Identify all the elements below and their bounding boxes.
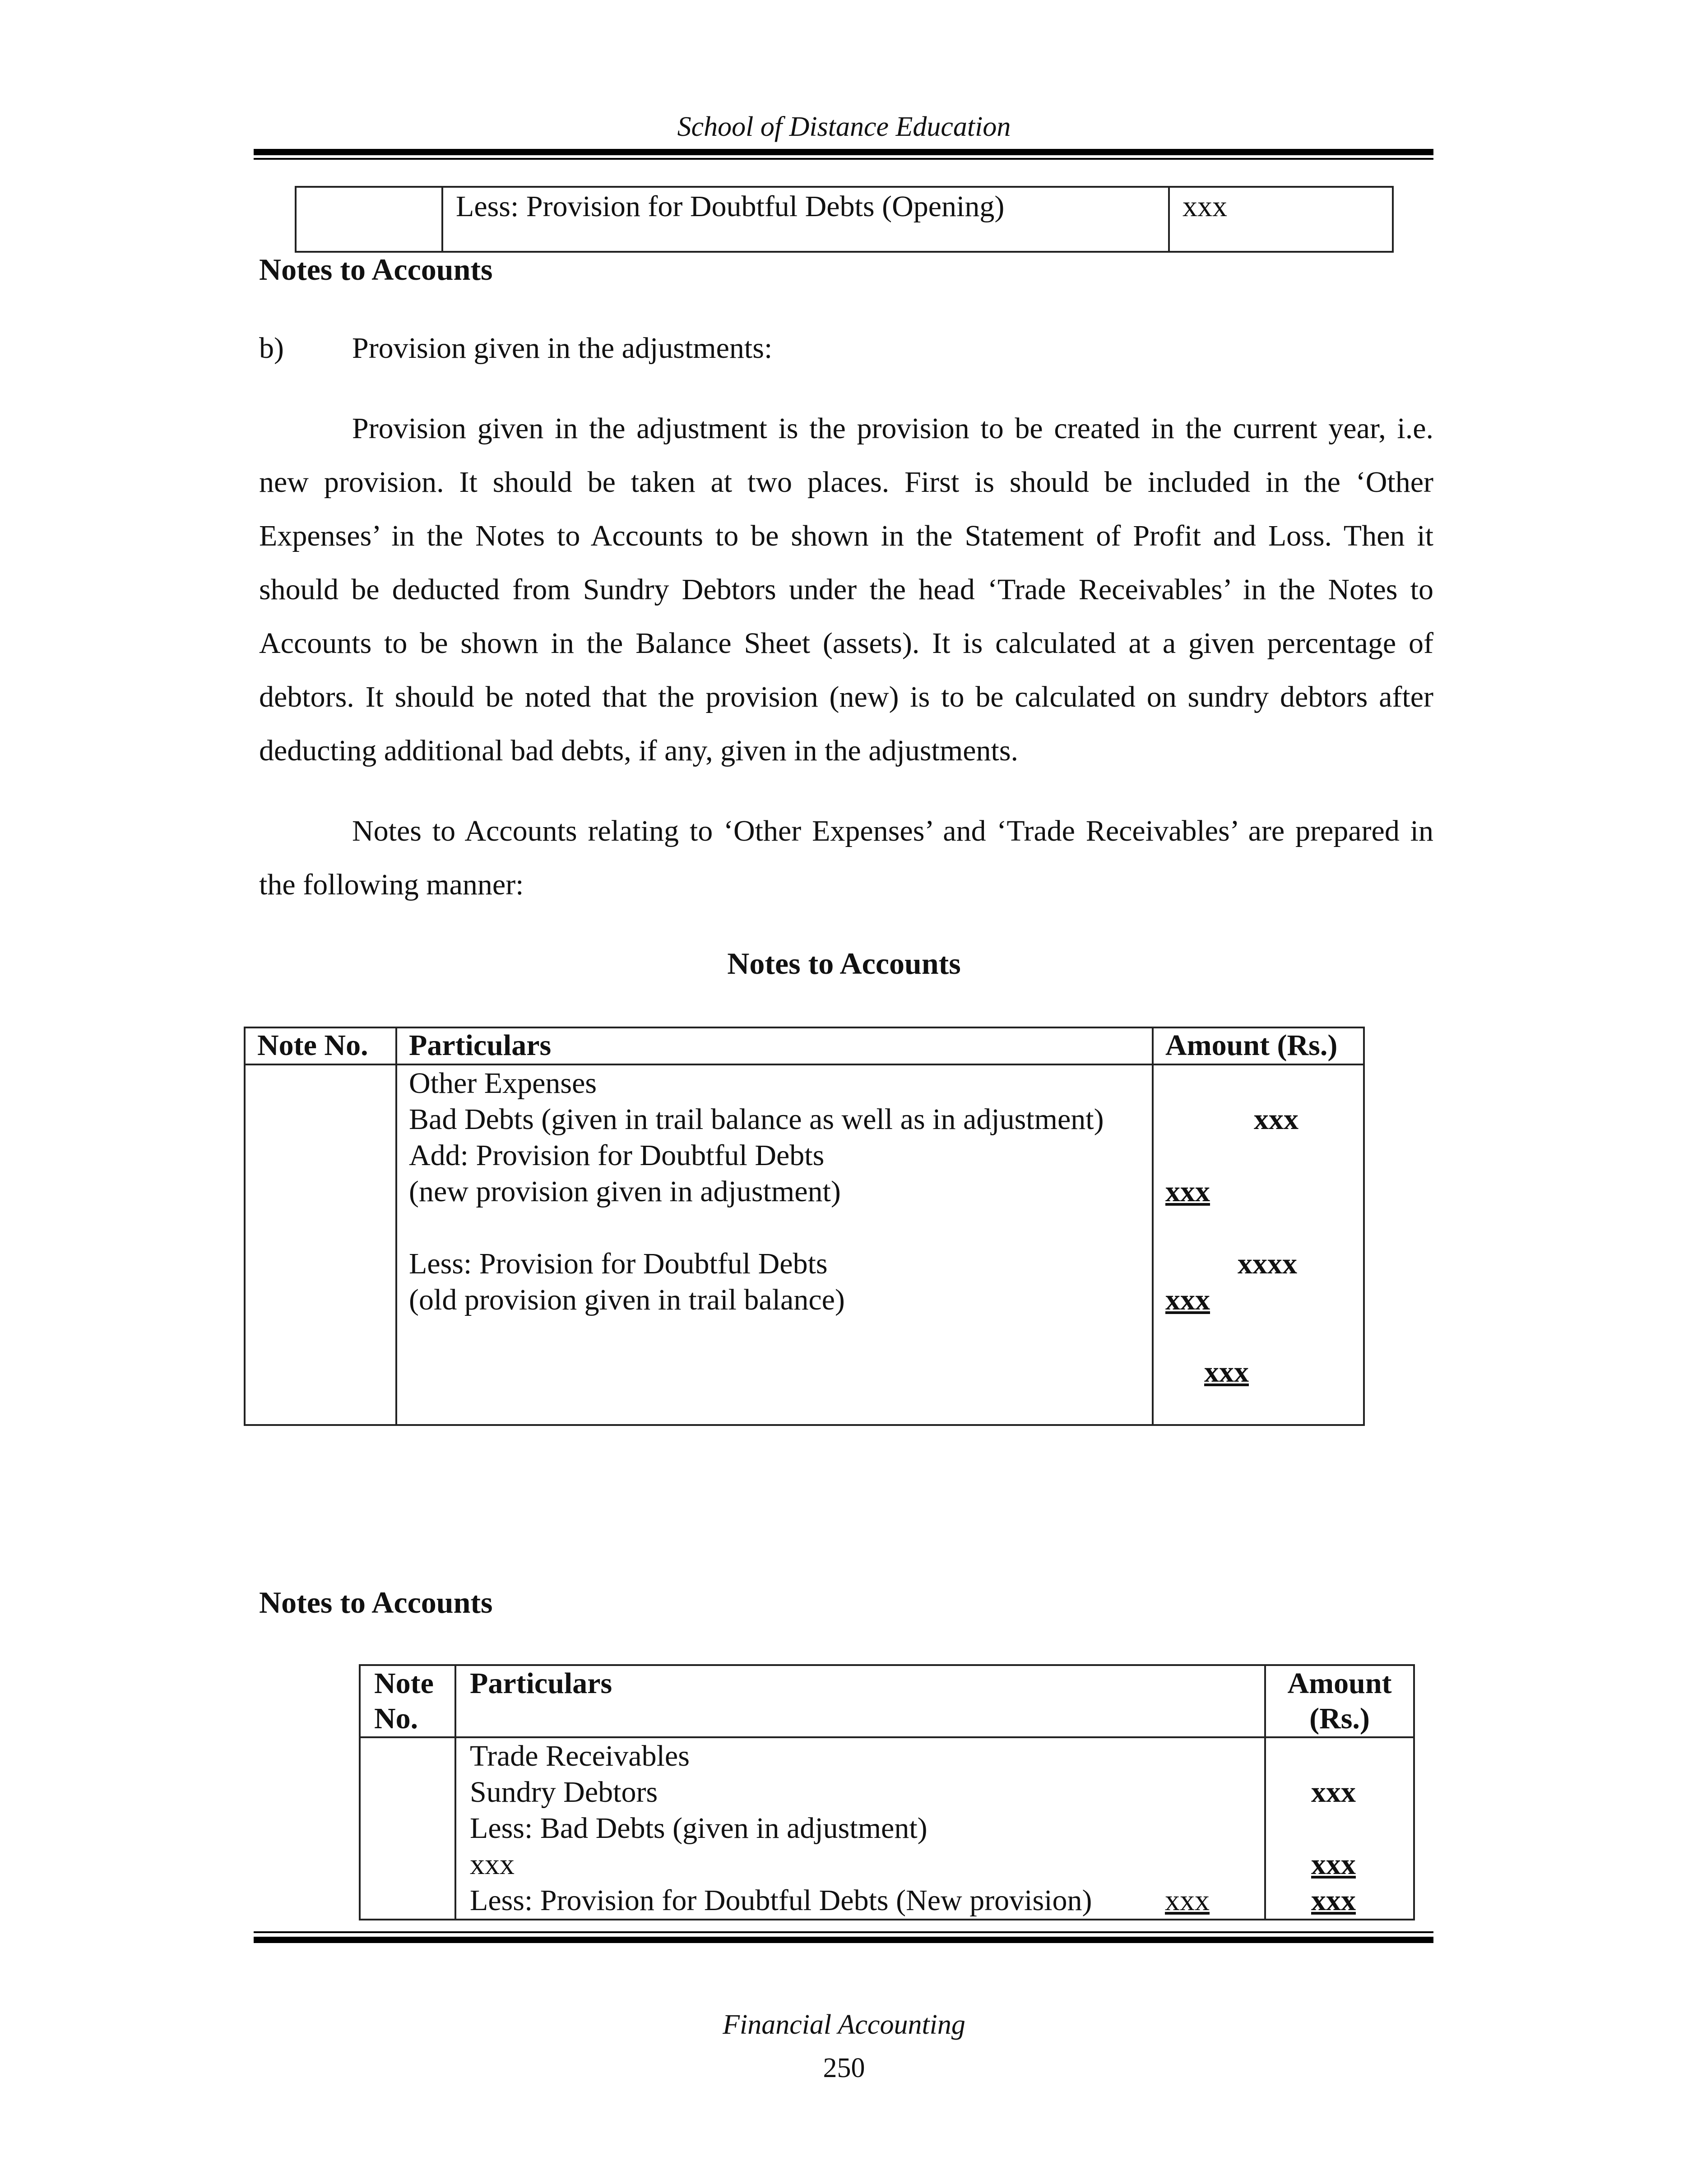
footer-rule-thin bbox=[254, 1931, 1433, 1933]
top-table bbox=[295, 186, 1394, 253]
table-row bbox=[296, 187, 1393, 252]
section-heading-notes: Notes to Accounts bbox=[259, 252, 493, 287]
particulars-cell bbox=[455, 1737, 1265, 1920]
col-header-particulars: Particulars bbox=[455, 1665, 1265, 1737]
amount-value: xxx bbox=[1165, 1175, 1210, 1208]
amount-value: xxx bbox=[1165, 1283, 1210, 1316]
table-row bbox=[245, 1064, 1364, 1425]
particular-line: Other Expenses bbox=[409, 1067, 597, 1100]
note-no-cell bbox=[296, 187, 442, 252]
amount-value: xxx bbox=[1204, 1356, 1249, 1388]
particular-line: Trade Receivables bbox=[470, 1740, 690, 1772]
amount-value: xxxx bbox=[1238, 1247, 1297, 1280]
particular-line: Less: Provision for Doubtful Debts bbox=[409, 1247, 828, 1280]
footer-title: Financial Accounting bbox=[723, 2009, 965, 2040]
particulars-cell: Less: Provision for Doubtful Debts (Opening) bbox=[442, 187, 1169, 252]
particular-line: Less: Provision for Doubtful Debts (New provision) bbox=[470, 1884, 1092, 1917]
particular-line: (new provision given in adjustment) bbox=[409, 1175, 841, 1208]
particular-line: Bad Debts (given in trail balance as well as in adjustment) bbox=[409, 1103, 1104, 1136]
particular-line: Sundry Debtors bbox=[470, 1776, 658, 1809]
amount-value: xxx bbox=[1311, 1848, 1356, 1881]
amount-cell: xxx bbox=[1169, 187, 1393, 252]
table1-title: Notes to Accounts bbox=[727, 946, 961, 981]
particular-line: Less: Bad Debts (given in adjustment) bbox=[470, 1812, 927, 1845]
header-rule-thick bbox=[254, 149, 1433, 155]
amount-cell bbox=[1265, 1737, 1414, 1920]
particular-line bbox=[409, 1210, 1140, 1246]
paragraph-notes-manner: Notes to Accounts relating to ‘Other Expenses’ and ‘Trade Receivables’ are prepared in the following manner: bbox=[259, 814, 1433, 901]
col-header-note-no: Note No. bbox=[360, 1665, 455, 1737]
amount-value: xxx bbox=[1311, 1884, 1356, 1917]
page-number: 250 bbox=[823, 2053, 865, 2083]
particular-line: (old provision given in trail balance) bbox=[409, 1283, 845, 1316]
item-b-label: b) bbox=[259, 332, 284, 365]
particular-line: Add: Provision for Doubtful Debts bbox=[409, 1139, 825, 1172]
paragraph-provision: Provision given in the adjustment is the provision to be created in the current year, i.e. new provision. It should be taken at two places. First is should be included in the ‘Other Expenses’ in the Notes to Accounts to be shown in the Statement of Profit and Loss. Then it should be deducted from Sundry Debtors under the head ‘Trade Receivables’ in the Notes to Accounts to be shown in the Balance Sheet (assets). It is calculated at a given percentage of debtors. It should be noted that the provision (new) is to be calculated on sundry debtors after deducting additional bad debts, if any, given in the adjustments. bbox=[259, 412, 1433, 767]
note-no-cell bbox=[360, 1737, 455, 1920]
table-row bbox=[360, 1737, 1414, 1920]
col-header-amount: Amount (Rs.) bbox=[1265, 1665, 1414, 1737]
table-header-row bbox=[360, 1665, 1414, 1737]
section-heading-notes-2: Notes to Accounts bbox=[259, 1585, 493, 1619]
header-rule-thin bbox=[254, 158, 1433, 160]
amount-value: xxx bbox=[1311, 1776, 1356, 1809]
amount-value: xxx bbox=[1254, 1103, 1298, 1136]
trade-receivables-table bbox=[359, 1664, 1415, 1920]
particular-line: xxx bbox=[470, 1848, 515, 1881]
particulars-cell bbox=[396, 1064, 1153, 1425]
item-b-text: Provision given in the adjustments: bbox=[352, 332, 773, 365]
header-title: School of Distance Education bbox=[677, 111, 1011, 142]
amount-cell bbox=[1153, 1064, 1364, 1425]
col-header-note-no: Note No. bbox=[245, 1027, 396, 1064]
table-header-row bbox=[245, 1027, 1364, 1064]
note-no-cell bbox=[245, 1064, 396, 1425]
footer-rule-thick bbox=[254, 1937, 1433, 1943]
col-header-amount: Amount (Rs.) bbox=[1153, 1027, 1364, 1064]
col-header-particulars: Particulars bbox=[396, 1027, 1153, 1064]
other-expenses-table bbox=[244, 1027, 1365, 1426]
inline-amount: xxx bbox=[1165, 1884, 1210, 1917]
